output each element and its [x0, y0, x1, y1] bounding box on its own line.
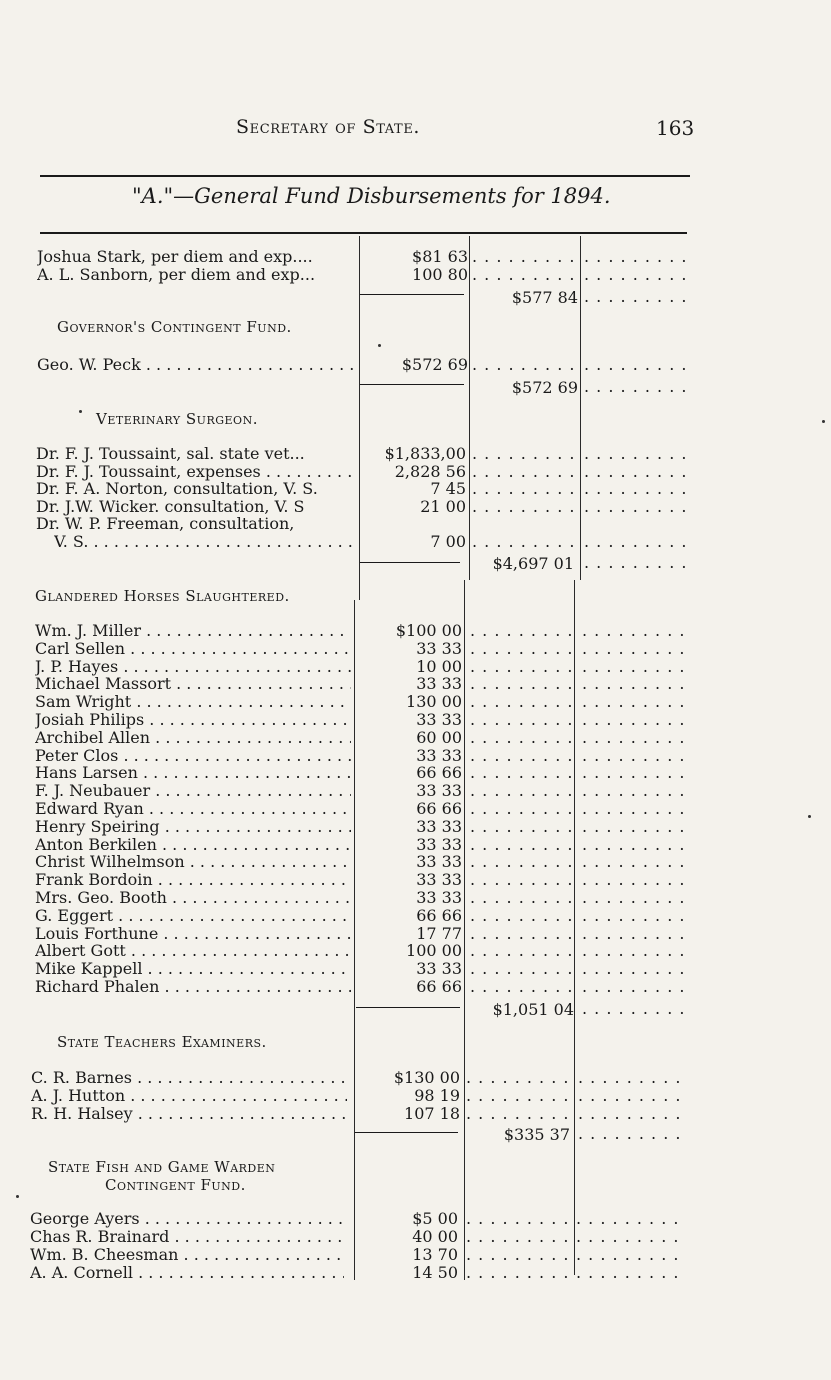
payee-name: A. A. Cornell . . .	[30, 1264, 344, 1282]
amount-cell: 33 33	[416, 638, 462, 658]
leader-dots	[576, 1246, 682, 1264]
section-heading: State Teachers Examiners.	[57, 1033, 267, 1051]
amount-cell: 40 00	[412, 1227, 458, 1246]
amount-cell: 2,828 56	[394, 461, 466, 481]
leader-dots	[470, 871, 574, 889]
amount-cell: $130 00	[393, 1068, 460, 1087]
leader-dots	[466, 1246, 570, 1264]
table-row	[0, 266, 700, 284]
leader-dots	[584, 498, 690, 516]
section-heading: Governor's Contingent Fund.	[57, 318, 292, 336]
leader-dots	[584, 356, 690, 374]
table-row	[0, 675, 700, 693]
table-row	[0, 942, 700, 960]
table-row	[0, 782, 700, 800]
table-row	[0, 480, 700, 498]
section-heading: State Fish and Game Warden	[48, 1158, 276, 1176]
amount-cell: 33 33	[416, 852, 462, 872]
leader-dots	[470, 622, 574, 640]
payee-name: A. J. Hutton . . .	[31, 1087, 347, 1105]
amount-cell: $81 63	[412, 247, 468, 266]
payee-name: Hans Larsen . . .	[35, 764, 351, 782]
payee-name: V. S. . . .	[54, 533, 354, 551]
amount-cell: 33 33	[416, 674, 462, 694]
leader-dots	[470, 640, 574, 658]
leader-dots	[582, 978, 688, 996]
payee-name: F. J. Neubauer . . .	[35, 782, 351, 800]
table-row	[0, 747, 700, 765]
leader-dots	[466, 1105, 570, 1123]
section-heading: Veterinary Surgeon.	[96, 410, 258, 428]
leader-dots	[470, 889, 574, 907]
amount-cell: 66 66	[416, 977, 462, 996]
leader-dots	[584, 248, 690, 266]
payee-name: J. P. Hayes . . .	[35, 658, 351, 676]
leader-dots	[466, 1264, 570, 1282]
payee-name: Albert Gott . . .	[35, 942, 351, 960]
running-head: Secretary of State.	[236, 116, 421, 138]
table-row	[0, 711, 700, 729]
section-heading: Glandered Horses Slaughtered.	[35, 587, 290, 605]
amount-cell: 7 00	[430, 531, 466, 551]
leader-dots	[470, 729, 574, 747]
payee-name: Chas R. Brainard . . .	[30, 1228, 344, 1246]
amount-cell: 130 00	[406, 692, 462, 712]
section-heading-line-2: Contingent Fund.	[105, 1176, 246, 1194]
table-row	[0, 925, 700, 943]
amount-cell: 10 00	[416, 656, 462, 676]
amount-cell: 13 70	[412, 1245, 458, 1264]
section-total: $335 37	[503, 1125, 570, 1144]
leader-dots	[582, 640, 688, 658]
table-row	[0, 463, 700, 481]
leader-dots	[470, 836, 574, 854]
table-row	[0, 800, 700, 818]
payee-name: Josiah Philips . . .	[35, 711, 351, 729]
amount-cell: $100 00	[395, 621, 462, 640]
amount-cell: 60 00	[416, 727, 462, 747]
leader-dots	[582, 693, 688, 711]
scan-speck	[822, 420, 825, 423]
leader-dots	[582, 853, 688, 871]
payee-name: George Ayers . . .	[30, 1210, 344, 1228]
leader-dots	[472, 463, 576, 481]
payee-name: Joshua Stark, per diem and exp....	[37, 248, 313, 266]
leader-dots	[582, 622, 688, 640]
payee-name: A. L. Sanborn, per diem and exp...	[37, 265, 316, 284]
table-row	[0, 836, 700, 854]
amount-cell: 100 00	[406, 941, 462, 961]
leader-dots	[472, 266, 576, 284]
leader-dots	[466, 1228, 570, 1246]
leader-dots	[472, 533, 576, 551]
table-row	[0, 853, 700, 871]
sum-rule	[360, 562, 460, 563]
amount-cell: $572 69	[401, 355, 468, 374]
table-row	[0, 1069, 700, 1087]
sum-rule	[360, 294, 464, 295]
table-row	[0, 640, 700, 658]
column-rule	[354, 600, 355, 1280]
leader-dots	[584, 378, 690, 396]
scan-speck	[79, 410, 82, 413]
leader-dots	[472, 445, 576, 463]
amount-cell: 33 33	[416, 710, 462, 729]
leader-dots	[582, 1000, 688, 1018]
column-rule	[580, 236, 581, 580]
table-row	[0, 729, 700, 747]
scan-speck	[378, 344, 381, 347]
table-row	[0, 515, 700, 533]
payee-name: Dr. W. P. Freeman, consultation,	[36, 515, 295, 533]
payee-name: C. R. Barnes . . .	[31, 1069, 347, 1087]
amount-cell: 98 19	[414, 1085, 460, 1105]
amount-cell: 66 66	[416, 905, 462, 925]
leader-dots	[582, 925, 688, 943]
payee-name: Peter Clos . . .	[35, 747, 351, 765]
amount-cell: 66 66	[416, 799, 462, 818]
payee-name: Henry Speiring . . .	[35, 818, 351, 836]
leader-dots	[582, 960, 688, 978]
table-row	[0, 248, 700, 266]
sum-rule	[354, 1132, 458, 1133]
leader-dots	[466, 1087, 570, 1105]
leader-dots	[584, 445, 690, 463]
leader-dots	[578, 1125, 682, 1143]
leader-dots	[576, 1264, 682, 1282]
amount-cell: 21 00	[420, 496, 466, 516]
payee-name: Richard Phalen . . .	[35, 978, 351, 996]
payee-name: Louis Forthune . . .	[35, 925, 351, 943]
leader-dots	[470, 693, 574, 711]
leader-dots	[472, 480, 576, 498]
leader-dots	[584, 288, 690, 306]
payee-name: Mrs. Geo. Booth . . .	[35, 889, 351, 907]
table-row	[0, 1210, 700, 1228]
table-row	[0, 533, 700, 551]
page-number: 163	[656, 116, 695, 140]
table-row	[0, 1246, 700, 1264]
leader-dots	[578, 1105, 682, 1123]
amount-cell: 17 77	[416, 923, 462, 943]
table-row	[0, 356, 700, 374]
leader-dots	[470, 800, 574, 818]
amount-cell: 66 66	[416, 763, 462, 783]
column-rule	[359, 236, 360, 600]
payee-name: Edward Ryan . . .	[35, 800, 351, 818]
table-caption: "A."—General Fund Disbursements for 1894.	[132, 184, 611, 208]
table-row	[0, 1105, 700, 1123]
top-rule	[40, 175, 690, 177]
amount-cell: 14 50	[412, 1263, 458, 1282]
leader-dots	[584, 266, 690, 284]
leader-dots	[472, 498, 576, 516]
payee-name: Dr. F. J. Toussaint, expenses . . .	[36, 463, 354, 481]
leader-dots	[578, 1069, 682, 1087]
leader-dots	[584, 463, 690, 481]
payee-name: R. H. Halsey . . .	[31, 1105, 347, 1123]
table-row	[0, 1228, 700, 1246]
leader-dots	[470, 711, 574, 729]
payee-name: Archibel Allen . . .	[35, 729, 351, 747]
leader-dots	[582, 729, 688, 747]
leader-dots	[582, 800, 688, 818]
payee-name: Mike Kappell . . .	[35, 960, 351, 978]
amount-cell: 33 33	[416, 870, 462, 890]
column-rule	[469, 236, 470, 580]
section-total: $1,051 04	[492, 1000, 574, 1019]
amount-cell: 33 33	[416, 834, 462, 854]
leader-dots	[576, 1210, 682, 1228]
leader-dots	[582, 818, 688, 836]
leader-dots	[582, 907, 688, 925]
leader-dots	[584, 533, 690, 551]
amount-cell: 33 33	[416, 745, 462, 765]
leader-dots	[470, 960, 574, 978]
table-row	[0, 658, 700, 676]
payee-name: Wm. J. Miller . . .	[35, 622, 351, 640]
leader-dots	[466, 1069, 570, 1087]
leader-dots	[582, 711, 688, 729]
column-rule	[464, 580, 465, 1280]
sum-rule	[356, 1007, 460, 1008]
leader-dots	[582, 871, 688, 889]
payee-name: Frank Bordoin . . .	[35, 871, 351, 889]
leader-dots	[576, 1228, 682, 1246]
caption-rule	[40, 232, 687, 234]
leader-dots	[582, 658, 688, 676]
leader-dots	[582, 889, 688, 907]
table-row	[0, 1087, 700, 1105]
leader-dots	[470, 942, 574, 960]
leader-dots	[584, 554, 690, 572]
table-row	[0, 960, 700, 978]
leader-dots	[582, 747, 688, 765]
table-row	[0, 498, 700, 516]
table-row	[0, 871, 700, 889]
sum-rule	[360, 384, 464, 385]
payee-name: G. Eggert . . .	[35, 907, 351, 925]
payee-name: Sam Wright . . .	[35, 693, 351, 711]
leader-dots	[470, 782, 574, 800]
payee-name: Dr. J.W. Wicker. consultation, V. S	[36, 497, 305, 516]
section-total: $572 69	[511, 378, 578, 397]
leader-dots	[470, 818, 574, 836]
leader-dots	[582, 675, 688, 693]
leader-dots	[470, 747, 574, 765]
leader-dots	[582, 942, 688, 960]
payee-name: Christ Wilhelmson . . .	[35, 853, 351, 871]
leader-dots	[470, 853, 574, 871]
section-total: $4,697 01	[492, 554, 574, 573]
leader-dots	[470, 675, 574, 693]
scan-speck	[808, 815, 811, 818]
leader-dots	[472, 248, 576, 266]
leader-dots	[582, 836, 688, 854]
leader-dots	[472, 356, 576, 374]
table-row	[0, 907, 700, 925]
leader-dots	[470, 925, 574, 943]
table-row	[0, 1264, 700, 1282]
table-row	[0, 818, 700, 836]
leader-dots	[584, 480, 690, 498]
payee-name: Carl Sellen . . .	[35, 640, 351, 658]
amount-cell: 33 33	[416, 816, 462, 836]
table-row	[0, 764, 700, 782]
table-row	[0, 889, 700, 907]
table-row	[0, 622, 700, 640]
payee-name: Wm. B. Cheesman . . .	[30, 1246, 344, 1264]
scan-speck	[16, 1195, 19, 1198]
table-row	[0, 978, 700, 996]
payee-name: Dr. F. J. Toussaint, sal. state vet...	[36, 445, 305, 463]
amount-cell: $1,833,00	[384, 444, 466, 463]
leader-dots	[470, 907, 574, 925]
amount-cell: 100 80	[412, 264, 468, 284]
amount-cell: $5 00	[412, 1209, 458, 1228]
amount-cell: 33 33	[416, 888, 462, 907]
leader-dots	[582, 782, 688, 800]
section-total: $577 84	[511, 288, 578, 307]
amount-cell: 107 18	[404, 1103, 460, 1123]
amount-cell: 33 33	[416, 959, 462, 979]
leader-dots	[582, 764, 688, 782]
payee-name: Michael Massort . . .	[35, 675, 351, 693]
column-rule	[574, 580, 575, 1275]
amount-cell: 33 33	[416, 781, 462, 801]
payee-name: Geo. W. Peck . . .	[37, 356, 355, 374]
table-row	[0, 693, 700, 711]
payee-name: Anton Berkilen . . .	[35, 836, 351, 854]
leader-dots	[470, 658, 574, 676]
leader-dots	[466, 1210, 570, 1228]
amount-cell: 7 45	[430, 479, 466, 498]
table-row	[0, 445, 700, 463]
leader-dots	[578, 1087, 682, 1105]
leader-dots	[470, 978, 574, 996]
leader-dots	[470, 764, 574, 782]
payee-name: Dr. F. A. Norton, consultation, V. S.	[36, 480, 318, 498]
